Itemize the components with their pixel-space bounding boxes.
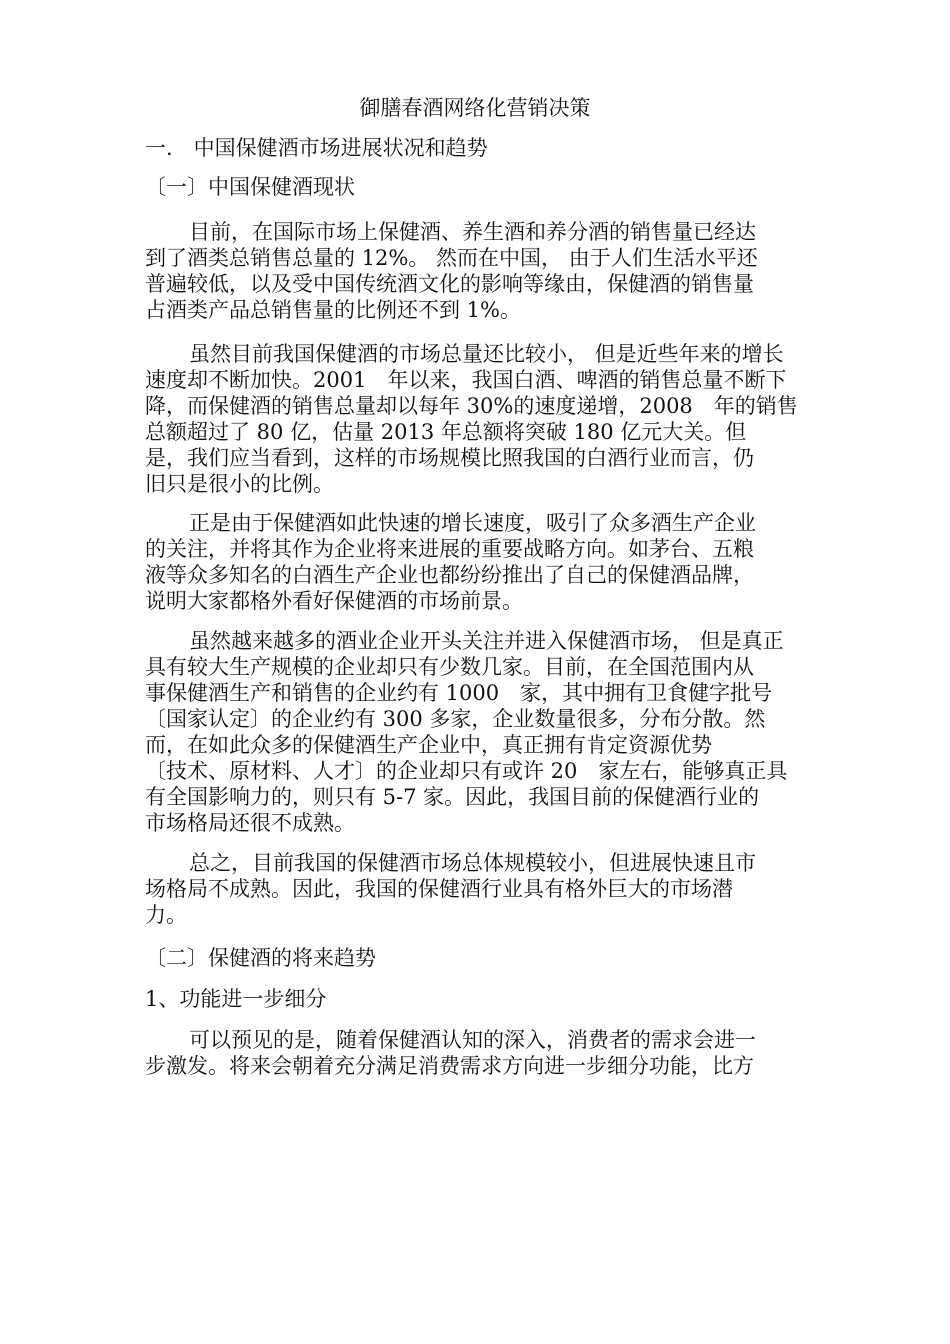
paragraph-line: 〔技术、原材料、人才〕的企业却只有或许 20 家左右，能够真正具 <box>145 759 788 783</box>
paragraph-line: 〔国家认定〕的企业约有 300 多家，企业数量很多，分布分散。然 <box>145 707 766 731</box>
section-heading-1: 一. 中国保健酒市场进展状况和趋势 <box>145 136 488 160</box>
paragraph-line: 的关注，并将其作为企业将来进展的重要战略方向。如茅台、五粮 <box>145 537 754 561</box>
paragraph-line: 步激发。将来会朝着充分满足消费需求方向进一步细分功能，比方 <box>145 1054 754 1078</box>
paragraph-line: 事保健酒生产和销售的企业约有 1000 家，其中拥有卫食健字批号 <box>145 681 773 705</box>
paragraph-line: 虽然越来越多的酒业企业开头关注并进入保健酒市场， 但是真正 <box>189 629 784 653</box>
paragraph-line: 可以预见的是，随着保健酒认知的深入，消费者的需求会进一 <box>189 1028 756 1052</box>
paragraph-line: 总额超过了 80 亿，估量 2013 年总额将突破 180 亿元大关。但 <box>145 420 747 444</box>
paragraph-line: 有全国影响力的，则只有 5-7 家。因此，我国目前的保健酒行业的 <box>145 785 760 809</box>
paragraph-line: 而，在如此众多的保健酒生产企业中，真正拥有肯定资源优势 <box>145 733 712 757</box>
subsection-heading-1: 〔一〕中国保健酒现状 <box>145 175 355 199</box>
paragraph-line: 普遍较低，以及受中国传统酒文化的影响等缘由，保健酒的销售量 <box>145 272 754 296</box>
paragraph-line: 具有较大生产规模的企业却只有少数几家。目前，在全国范围内从 <box>145 655 754 679</box>
document-title: 御膳春酒网络化营销决策 <box>359 96 591 120</box>
paragraph-line: 旧只是很小的比例。 <box>145 472 334 496</box>
paragraph-line: 占酒类产品总销售量的比例还不到 1%。 <box>145 298 521 322</box>
paragraph-line: 虽然目前我国保健酒的市场总量还比较小， 但是近些年来的增长 <box>189 342 784 366</box>
paragraph-line: 降，而保健酒的销售总量却以每年 30%的速度递增，2008 年的销售 <box>145 394 798 418</box>
subsection-heading-2: 〔二〕保健酒的将来趋势 <box>145 946 376 970</box>
paragraph-line: 说明大家都格外看好保健酒的市场前景。 <box>145 589 523 613</box>
paragraph-line: 是，我们应当看到，这样的市场规模比照我国的白酒行业而言，仍 <box>145 446 754 470</box>
item-heading-1: 1、功能进一步细分 <box>145 987 327 1011</box>
paragraph-line: 力。 <box>145 903 187 927</box>
paragraph-line: 速度却不断加快。2001 年以来，我国白酒、啤酒的销售总量不断下 <box>145 368 787 392</box>
paragraph-line: 液等众多知名的白酒生产企业也都纷纷推出了自己的保健酒品牌， <box>145 563 754 587</box>
paragraph-line: 场格局不成熟。因此，我国的保健酒行业具有格外巨大的市场潜 <box>145 877 733 901</box>
paragraph-line: 总之，目前我国的保健酒市场总体规模较小，但进展快速且市 <box>189 851 756 875</box>
paragraph-line: 市场格局还很不成熟。 <box>145 811 355 835</box>
paragraph-line: 目前，在国际市场上保健酒、养生酒和养分酒的销售量已经达 <box>189 220 756 244</box>
paragraph-line: 正是由于保健酒如此快速的增长速度，吸引了众多酒生产企业 <box>189 511 756 535</box>
paragraph-line: 到了酒类总销售总量的 12%。 然而在中国， 由于人们生活水平还 <box>145 246 758 270</box>
